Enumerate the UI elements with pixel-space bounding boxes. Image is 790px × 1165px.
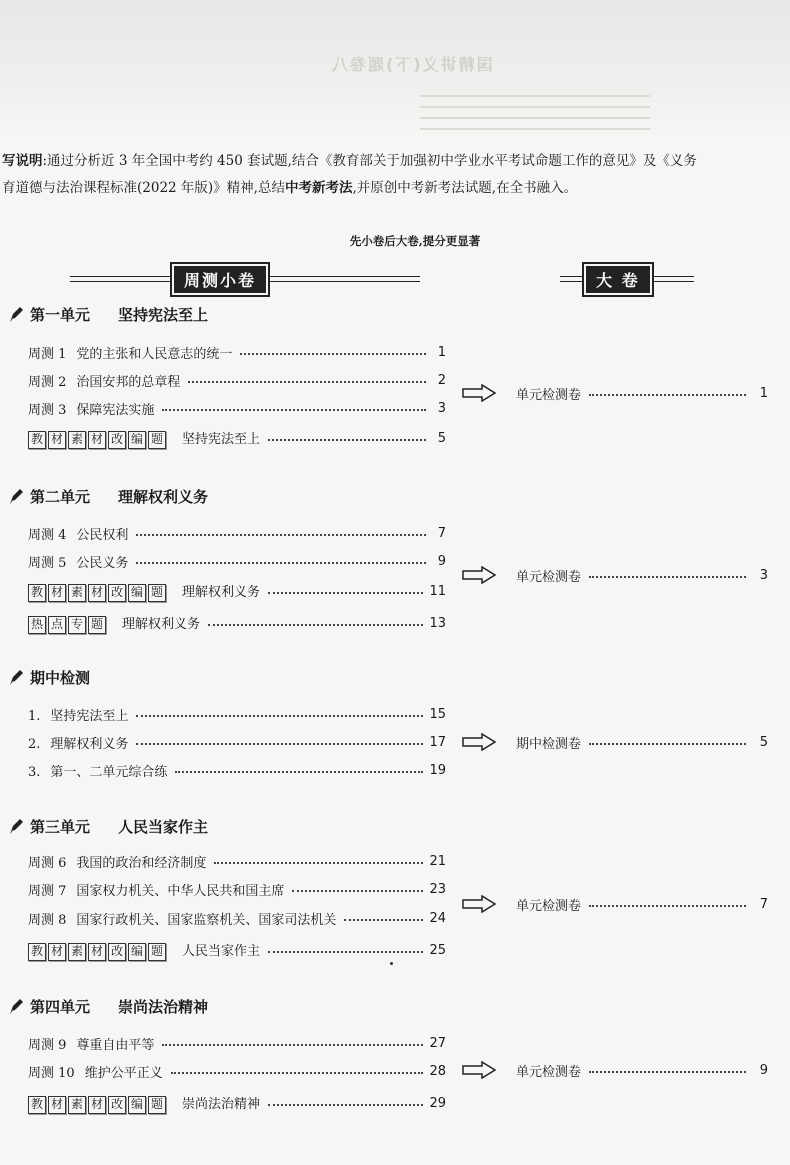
page-number: 17	[429, 734, 446, 750]
entry-label	[28, 852, 206, 871]
dot-leader	[171, 1072, 424, 1074]
dot-leader	[268, 439, 426, 441]
entry-prefix: 周测 4	[28, 527, 67, 543]
exam-paper-entry[interactable]	[462, 1059, 768, 1081]
exam-paper-label: 单元检测卷	[516, 569, 582, 585]
entry-text: 坚持宪法至上	[182, 431, 261, 447]
pen-icon	[8, 669, 24, 687]
writing-description	[0, 148, 790, 202]
unit-title	[8, 667, 90, 688]
dot-leader	[292, 890, 423, 892]
dot-leader	[208, 624, 423, 626]
page-number: 2	[437, 372, 446, 388]
dot-leader	[162, 1044, 423, 1046]
entry-prefix: 周测 7	[28, 883, 67, 899]
unit-title	[8, 486, 208, 507]
tag-char: 素	[68, 1096, 86, 1114]
entry-text: 维护公平正义	[84, 1065, 163, 1081]
toc-entry[interactable]	[28, 732, 446, 752]
page-number: 1	[759, 385, 768, 401]
page-number: 19	[429, 762, 446, 778]
unit-subtitle: 崇尚法治精神	[118, 998, 209, 1016]
unit-title	[8, 996, 208, 1017]
tag-char: 题	[148, 584, 166, 602]
entry-label	[28, 552, 128, 571]
tag-char: 教	[28, 943, 46, 961]
exam-paper-label: 单元检测卷	[516, 387, 582, 403]
dot-leader	[268, 1104, 423, 1106]
toc-entry[interactable]	[28, 581, 446, 601]
tag-char: 材	[48, 1096, 66, 1114]
dot-leader	[136, 743, 423, 745]
page-number: 5	[437, 430, 446, 446]
entry-prefix: 1.	[28, 708, 41, 724]
textbook-material-tag	[28, 943, 168, 961]
exam-paper-label: 单元检测卷	[516, 1064, 582, 1080]
pen-icon	[8, 818, 24, 836]
description-highlight: 中考新考法	[284, 180, 353, 196]
page-number: 3	[759, 567, 768, 583]
dot-leader	[589, 1071, 746, 1073]
exam-paper-entry[interactable]	[462, 893, 768, 915]
unit-name: 期中检测	[30, 669, 91, 687]
dot-leader	[589, 905, 746, 907]
unit-title	[8, 816, 208, 837]
tag-char: 改	[108, 584, 126, 602]
exam-paper-entry[interactable]	[462, 564, 768, 586]
entry-text: 公民权利	[76, 527, 129, 543]
motto: 先小卷后大卷,提分更显著	[349, 234, 481, 248]
right-column-header	[560, 264, 694, 294]
arrow-right-icon	[462, 384, 496, 402]
unit-name: 第二单元	[30, 488, 91, 506]
tagged-entry-label	[28, 1093, 260, 1114]
tag-char: 材	[48, 584, 66, 602]
unit-subtitle: 理解权利义务	[118, 488, 209, 506]
toc-entry[interactable]	[28, 342, 446, 362]
arrow-right-icon	[462, 1061, 496, 1079]
toc-entry[interactable]	[28, 613, 446, 633]
entry-text: 人民当家作主	[182, 943, 261, 959]
tagged-entry-label	[28, 940, 260, 961]
tag-char: 编	[128, 584, 146, 602]
entry-prefix: 3.	[28, 764, 41, 780]
tag-char: 材	[48, 431, 66, 449]
entry-text: 理解权利义务	[182, 584, 261, 600]
bleed-through-area	[0, 0, 790, 140]
pen-icon	[8, 488, 24, 506]
tag-char: 题	[88, 616, 106, 634]
unit-name: 第四单元	[30, 998, 91, 1016]
tag-char: 专	[68, 616, 86, 634]
entry-text: 公民义务	[76, 555, 129, 571]
page-number: 15	[429, 706, 446, 722]
entry-prefix: 周测 6	[28, 855, 67, 871]
tagged-entry-label	[28, 428, 260, 449]
toc-entry[interactable]	[28, 1061, 446, 1081]
exam-paper-label: 期中检测卷	[516, 736, 582, 752]
tag-char: 改	[108, 1096, 126, 1114]
tag-char: 题	[148, 943, 166, 961]
tag-char: 教	[28, 584, 46, 602]
entry-prefix: 周测 8	[28, 912, 67, 928]
dot-leader	[268, 951, 423, 953]
dot-leader	[136, 715, 423, 717]
dot-leader	[268, 592, 423, 594]
page-number: 27	[429, 1035, 446, 1051]
tag-char: 素	[68, 943, 86, 961]
toc-entry[interactable]	[28, 760, 446, 780]
left-column-header	[70, 264, 420, 294]
page-number: 9	[759, 1062, 768, 1078]
exam-paper-entry[interactable]	[462, 731, 768, 753]
entry-prefix: 周测 5	[28, 555, 67, 571]
toc-entry[interactable]	[28, 940, 446, 960]
page-number: 21	[429, 853, 446, 869]
entry-prefix: 周测 10	[28, 1065, 75, 1081]
description-line2-b: ,并原创中考新考法试题,在全书融入。	[352, 180, 578, 196]
tag-char: 材	[48, 943, 66, 961]
page-number: 25	[429, 942, 446, 958]
page-number: 23	[429, 881, 446, 897]
page-number: 9	[437, 553, 446, 569]
page-number: 7	[759, 896, 768, 912]
entry-label	[28, 705, 128, 724]
entry-text: 我国的政治和经济制度	[76, 855, 207, 871]
tag-char: 编	[128, 431, 146, 449]
toc-entry[interactable]	[28, 704, 446, 724]
tag-char: 点	[48, 616, 66, 634]
entry-label	[28, 1062, 163, 1081]
exam-paper-entry[interactable]	[462, 382, 768, 404]
arrow-right-icon	[462, 733, 496, 751]
entry-label	[28, 524, 128, 543]
entry-text: 第一、二单元综合练	[50, 764, 168, 780]
page-number: 1	[437, 344, 446, 360]
tag-char: 材	[88, 1096, 106, 1114]
exam-paper-label: 单元检测卷	[516, 898, 582, 914]
tagged-entry-label	[28, 613, 200, 634]
dot-leader	[589, 743, 746, 745]
unit-subtitle: 人民当家作主	[118, 818, 209, 836]
entry-text: 保障宪法实施	[76, 402, 155, 418]
pen-icon	[8, 306, 24, 324]
unit-title	[8, 304, 208, 325]
pen-icon	[8, 998, 24, 1016]
unit-name: 第一单元	[30, 306, 91, 324]
toc-entry[interactable]	[28, 1033, 446, 1053]
entry-text: 理解权利义务	[50, 736, 129, 752]
entry-text: 崇尚法治精神	[182, 1096, 261, 1112]
dot-leader	[214, 862, 423, 864]
tag-char: 材	[88, 943, 106, 961]
entry-label	[28, 761, 167, 780]
dot-leader	[136, 562, 426, 564]
hot-topic-tag	[28, 616, 108, 634]
description-line2-a: 育道德与法治课程标准(2022 年版)》精神,总结	[2, 180, 285, 196]
page-number: 29	[429, 1095, 446, 1111]
tag-char: 编	[128, 943, 146, 961]
arrow-right-icon	[462, 566, 496, 584]
page-number: 7	[437, 525, 446, 541]
right-column-title: 大 卷	[586, 266, 650, 293]
tag-char: 热	[28, 616, 46, 634]
toc-entry[interactable]	[28, 851, 446, 871]
entry-prefix: 周测 2	[28, 374, 67, 390]
entry-text: 尊重自由平等	[76, 1037, 155, 1053]
page-number: 24	[429, 910, 446, 926]
toc-entry[interactable]	[28, 370, 446, 390]
unit-subtitle: 坚持宪法至上	[118, 306, 209, 324]
tag-char: 材	[88, 584, 106, 602]
toc-entry[interactable]	[28, 428, 446, 448]
entry-text: 国家行政机关、国家监察机关、国家司法机关	[76, 912, 337, 928]
bleed-through-title: 国精讲义(下)题卷八	[330, 55, 493, 74]
entry-text: 党的主张和人民意志的统一	[76, 346, 233, 362]
toc-entry[interactable]	[28, 879, 446, 899]
entry-text: 理解权利义务	[122, 616, 201, 632]
textbook-material-tag	[28, 584, 168, 602]
tag-char: 材	[88, 431, 106, 449]
entry-prefix: 周测 3	[28, 402, 67, 418]
tag-char: 改	[108, 943, 126, 961]
entry-text: 坚持宪法至上	[50, 708, 129, 724]
dot-leader	[162, 409, 426, 411]
dot-leader	[240, 353, 426, 355]
toc-entry[interactable]	[28, 908, 446, 928]
tag-char: 改	[108, 431, 126, 449]
toc-entry[interactable]	[28, 398, 446, 418]
textbook-material-tag	[28, 1096, 168, 1114]
dot-leader	[175, 771, 423, 773]
tag-char: 教	[28, 431, 46, 449]
entry-prefix: 周测 1	[28, 346, 67, 362]
left-column-title: 周测小卷	[174, 266, 266, 293]
entry-label	[28, 399, 154, 418]
entry-label	[28, 733, 128, 752]
toc-entry[interactable]	[28, 523, 446, 543]
tag-char: 编	[128, 1096, 146, 1114]
entry-label	[28, 1034, 154, 1053]
tagged-entry-label	[28, 581, 260, 602]
toc-entry[interactable]	[28, 551, 446, 571]
tag-char: 题	[148, 1096, 166, 1114]
page-number: 3	[437, 400, 446, 416]
page-number: 13	[429, 615, 446, 631]
dot-leader	[589, 576, 746, 578]
entry-label	[28, 343, 232, 362]
textbook-material-tag	[28, 431, 168, 449]
print-speck	[390, 962, 393, 965]
dot-leader	[589, 394, 746, 396]
description-label: 写说明	[2, 153, 43, 169]
entry-label	[28, 371, 180, 390]
tag-char: 教	[28, 1096, 46, 1114]
dot-leader	[344, 919, 423, 921]
unit-name: 第三单元	[30, 818, 91, 836]
page-number: 28	[429, 1063, 446, 1079]
tag-char: 题	[148, 431, 166, 449]
description-line1: :通过分析近 3 年全国中考约 450 套试题,结合《教育部关于加强初中学业水平考试命题工作的意见》及《义务	[42, 153, 697, 169]
entry-label	[28, 880, 284, 899]
toc-entry[interactable]	[28, 1093, 446, 1113]
bleed-through-lines	[420, 95, 650, 139]
arrow-right-icon	[462, 895, 496, 913]
entry-prefix: 2.	[28, 736, 41, 752]
entry-text: 治国安邦的总章程	[76, 374, 181, 390]
tag-char: 素	[68, 584, 86, 602]
entry-label	[28, 909, 336, 928]
page-number: 5	[759, 734, 768, 750]
entry-text: 国家权力机关、中华人民共和国主席	[76, 883, 285, 899]
dot-leader	[188, 381, 426, 383]
tag-char: 素	[68, 431, 86, 449]
page-number: 11	[429, 583, 446, 599]
dot-leader	[136, 534, 426, 536]
entry-prefix: 周测 9	[28, 1037, 67, 1053]
